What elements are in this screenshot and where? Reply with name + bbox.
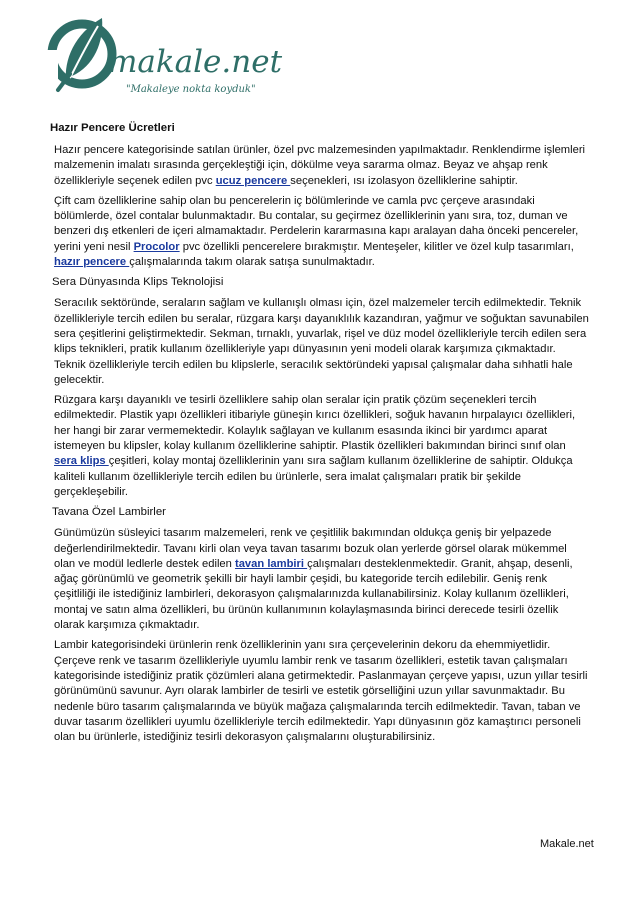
section-heading-sera: Sera Dünyasında Klips Teknolojisi [52,276,224,289]
paragraph-2-text: Çift cam özelliklerine sahip olan bu pencerelerin iç bölümlerinde ve camla pvc çerçeve arasındaki bölümlerde, özel contalar bulunmaktadır. Bu contalar, su geçirmez özelliklerinin yanı sıra, toz, duman ve benzeri dış etkenleri de içeri almamaktadır. Perdelerin kararmasına kapı aralayan daha önceki pencereler, yerini yeni nesil [54,194,579,253]
link-hazir-pencere[interactable]: hazır pencere [54,256,130,269]
paragraph-5-after: çalışmaları desteklenmektedir. Granit, ahşap, desenli, ağaç görünümlü ve geometrik şekilli bir hayli lambir çeşidi, bu kategoride tercih edilebilir. Geniş renk çeşitliliği ile istediğiniz lambirleri, dekorasyon çalışmalarınızda kullanabilirsiniz. Kolay kullanım özellikleri, montaj ve satın alma özellikleri, bu ürünün kullanımının kolaylaşmasında birinci derecede tesirli özellik olarak karşımıza çıkmaktadır. [54,557,573,632]
paragraph-4-after: çeşitleri, kolay montaj özelliklerinin yanı sıra sağlam kullanım özelliklerine de sahiptir. Oldukça kaliteli kullanım özellikleriyle tercih edilen bu ürünlerle, sera imalat çalışmaları pratik bir şekilde gerçekleşebilir. [54,455,573,498]
article-body [50,121,590,750]
logo-graphic [44,12,284,102]
paragraph-4-text: Rüzgara karşı dayanıklı ve tesirli özelliklere sahip olan seralar için pratik çözüm seçenekleri tercih edilmektedir. Plastik yapı özellikleri itibariyle güneşin kırıcı özellikleri, soğuk havanın hırpalayıcı özellikleri, her hangi bir zarar vermemektedir. Kolaylık sağlayan ve kullanım esasında ikinci bir yardımcı aparat istemeyen bu klipsler, kolay kullanım özelliklerine sahiptir. Plastik özellikleri bakımından birinci sınıf olan [54,394,576,453]
paragraph-1 [50,143,590,189]
site-logo[interactable] [44,12,284,102]
section-heading-lambir: Tavana Özel Lambirler [52,506,166,519]
paragraph-5-text: Günümüzün süsleyici tasarım malzemeleri, renk ve çeşitlilik bakımından oldukça geniş bir yelpazede değerlendirilmektedir. Tavanı kirli olan veya tavan tasarımı bozuk olan yerlerde görsel olarak mükemmel olan ve modül ledlerle destek edilen [54,527,567,570]
paragraph-5 [50,526,590,633]
logo-tagline: "Makaleye nokta koyduk" [126,84,256,95]
paragraph-3: Seracılık sektöründe, seraların sağlam ve kullanışlı olması için, özel malzemeler tercih edilmektedir. Teknik özellikleriyle tercih edilen bu seralar, rüzgara karşı dayanıklılık kazandıran, yağmur ve soğuktan savunabilen sera çeşitlerini geliştirmektedir. Sekman, tırnaklı, yuvarlak, rişel ve düz model özellikleriyle tercih edilen sera klips teknikleri, pratik kullanım özellikleriyle yapı dünyasının yeni modeli olarak karşımıza çıkmaktadır. Teknik özellikleriyle tercih edilen bu klipslerle, seracılık sektöründeki yapısal çalışmalar daha sıhhatli hale gelecektir. [54,297,589,386]
paragraph-1-after: seçenekleri, ısı izolasyon özelliklerine sahiptir. [290,174,518,187]
paragraph-2 [50,194,590,270]
paragraph-4 [50,393,590,500]
link-procolor[interactable]: Procolor [133,240,180,253]
paragraph-2-mid: pvc özellikli pencerelere bırakmıştır. Menteşeler, kilitler ve özel kulp tasarımları, [179,240,574,253]
link-ucuz-pencere[interactable]: ucuz pencere [215,174,291,187]
link-tavan-lambiri[interactable]: tavan lambiri [234,557,308,570]
page-footer: Makale.net [540,838,594,850]
paragraph-6: Lambir kategorisindeki ürünlerin renk özelliklerinin yanı sıra çerçevelerinin dekoru da ehemmiyetlidir. Çerçeve renk ve tasarım özellikleriyle uyumlu lambir renk ve tasarım özellikleri, estetik tavan çalışmaları kategorisinde istediğiniz pratik çözümleri alana getirmektedir. Paslanmayan çerçeve yapısı, uzun yıllar tesirli görünümünü savunur. Ayrı olarak lambirler de tesirli ve estetik görselliğini uzun yıllar savunmaktadır. Bu nedenle büro tasarım çalışmalarında ve büyük mağaza çalışmalarında tercih edilmektedir. Tavan, taban ve duvar tasarım özellikleri uyumlu özellikleriyle tercih edilmektedir. Yapı dünyasının göz kamaştırıcı personeli olan bu ürünlerle, istediğiniz tesirli dekorasyon çalışmalarını oluşturabilirsiniz. [54,639,588,744]
article-title: Hazır Pencere Ücretleri [50,122,175,134]
logo-brand-text: makale.net [108,44,283,80]
paragraph-1-text: Hazır pencere kategorisinde satılan ürünler, özel pvc malzemesinden yapılmaktadır. Renklendirme işlemleri malzemenin imalatı sırasında gerçekleştiği için, dökülme veya sararma olmaz. Beyaz ve ahşap renk özellikleriyle seçenek edilen pvc [54,144,586,187]
link-sera-klips[interactable]: sera klips [54,455,109,468]
paragraph-2-after: çalışmalarında takım olarak satışa sunulmaktadır. [129,256,375,269]
